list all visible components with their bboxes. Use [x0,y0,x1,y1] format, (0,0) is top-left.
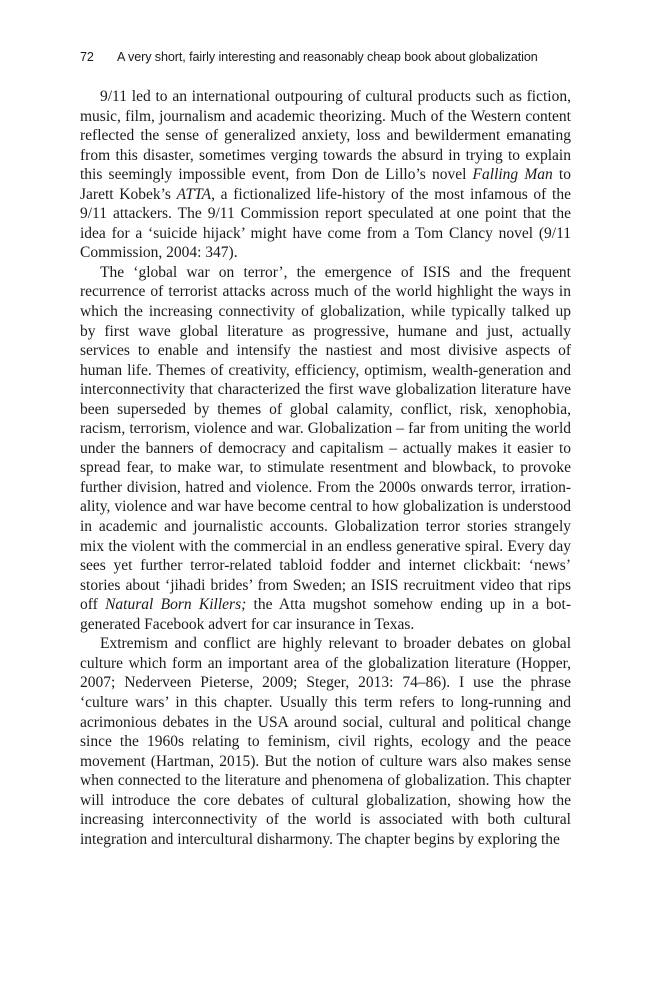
paragraph-3 [80,634,571,849]
text-span: Extremism and conflict are highly relevant to broader debates on global culture which form an important area of the globalization literature (Hopper, 2007; Nederveen Pieterse, 2009; Steger, 2013: 74–86). I use the phrase ‘culture wars’ in this chapter. Usually this term refers to long-running and acrimonious debates in the USA around social, cultural and political change since the 1960s relating to feminism, civil rights, ecology and the peace movement (Hartman, 2015). But the notion of culture wars also makes sense when connected to the literature and phenomena of globalization. This chapter will introduce the core debates of cultural globalization, showing how the increasing interconnectivity of the world is associated with both cultural integration and intercultural disharmony. The chapter begins by exploring the [80,635,571,848]
body-text [80,87,571,849]
paragraph-2 [80,263,571,634]
running-head-title: A very short, fairly interesting and reasonably cheap book about globalization [117,50,538,64]
book-title-atta: ATTA, [176,185,215,203]
film-title-natural-born-killers: Natural Born Killers; [105,596,247,614]
text-span: The ‘global war on terror’, the emergence of ISIS and the frequent recurrence of terrorist attacks across much of the world highlight the ways in which the increasing connectivity of globalization, while typically talked up by first wave global literature as progressive, humane and just, actually services to enable and intensify the nastiest and most divisive aspects of human life. Themes of creativity, efficiency, optimism, wealth-generation and interconnectivity that characterized the first wave globalization literature have been superseded by themes of global calamity, conflict, risk, xenophobia, racism, terrorism, violence and war. Globalization – far from uniting the world under the banners of democracy and capitalism – actually makes it easier to spread fear, to make war, to stimulate resentment and blowback, to provoke further division, hatred and violence. From the 2000s onwards terror, irrationality, violence and war have become central to how globalization is understood in academic and journalistic accounts. Globalization terror stories strangely mix the violent with the commercial in an endless generative spiral. Every day sees yet further terror-related tabloid fodder and internet clickbait: ‘news’ stories about ‘jihadi brides’ from Sweden; an ISIS recruitment video that rips off [80,263,571,614]
text-span: to Jarett Kobek’s [80,166,571,203]
text-span: a fictionalized life-history of the most infamous of the 9/11 attackers. The 9/11 Commission report speculated at one point that the idea for a ‘suicide hijack’ might have come from a Tom Clancy novel (9/11 Commission, 2004: 347). [80,185,571,262]
text-span: the Atta mugshot somehow ending up in a bot-generated Facebook advert for car insurance in Texas. [80,596,571,633]
page-number: 72 [80,50,94,64]
text-span: 9/11 led to an international outpouring of cultural products such as fiction, music, film, journalism and academic theorizing. Much of the Western content reflected the sense of generalized anxiety, loss and bewilderment emanating from this disaster, sometimes verging towards the absurd in trying to explain this seemingly impossible event, from Don de Lillo’s novel [80,88,571,184]
running-head [80,48,571,66]
paragraph-1 [80,87,571,263]
book-title-falling-man: Falling Man [472,166,553,184]
